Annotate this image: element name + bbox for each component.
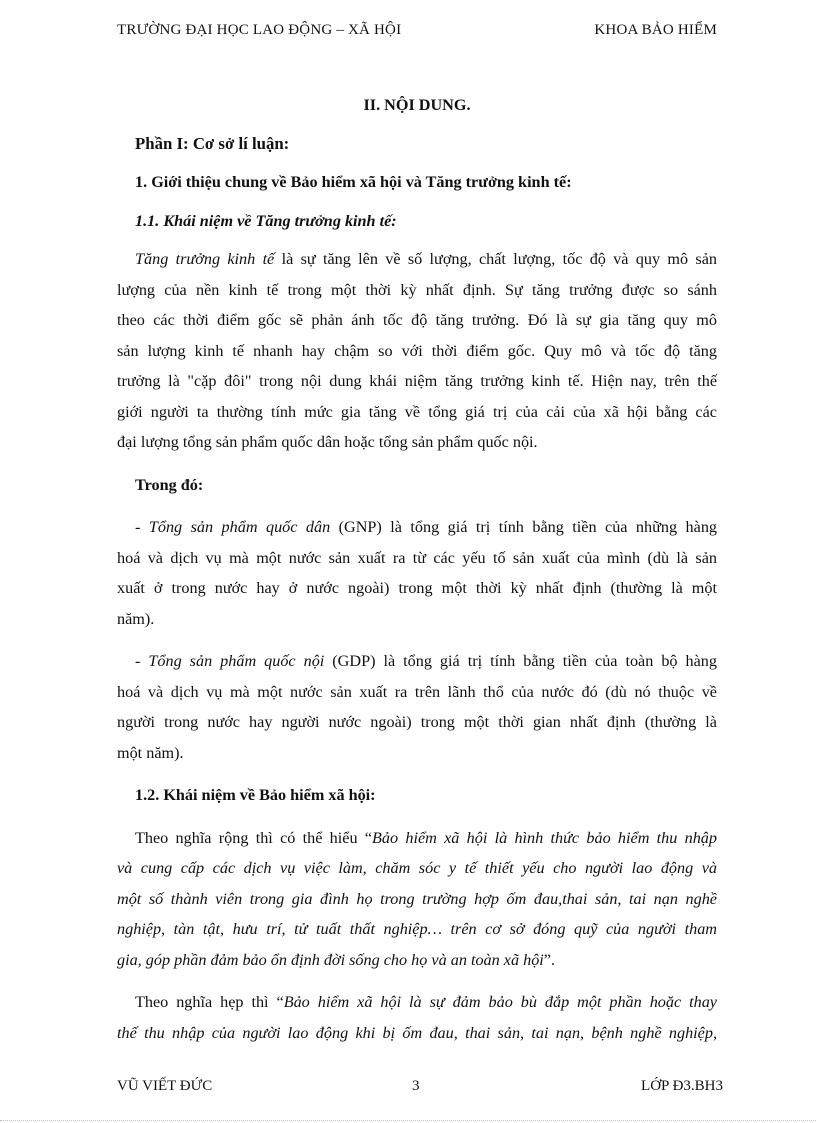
heading-1-2: 1.2. Khái niệm về Bảo hiểm xã hội:: [135, 786, 376, 804]
header-university: TRƯỜNG ĐẠI HỌC LAO ĐỘNG – XÃ HỘI: [117, 22, 402, 38]
trong-do-label: Trong đó:: [135, 475, 204, 494]
section-title: II. NỘI DUNG.: [363, 96, 471, 114]
page-header: [117, 22, 717, 48]
paragraph-narrow-definition: Theo nghĩa hẹp thì “Bảo hiểm xã hội là sự đảm bảo bù đắp một phần hoặc thay thế thu nhập của người lao động khi bị ốm đau, thai sản, tai nạn, bệnh nghề nghiệp,: [117, 993, 717, 1042]
term-gnp: Tổng sản phẩm quốc dân: [148, 518, 331, 536]
bottom-divider: [0, 1120, 816, 1121]
paragraph-gnp: - Tổng sản phẩm quốc dân (GNP) là tổng giá trị tính bằng tiền của những hàng hoá và dịch vụ mà một nước sản xuất ra từ các yếu tố sản xuất của mình (dù là sản xuất ở trong nước hay ở nước ngoài) trong một thời kỳ nhất định (thường là một năm).: [117, 518, 718, 628]
paragraph-growth: Tăng trưởng kinh tế là sự tăng lên về số lượng, chất lượng, tốc độ và quy mô sản lượng của nền kinh tế trong một thời kỳ nhất định. Sự tăng trưởng được so sánh theo các thời điểm gốc sẽ phản ánh tốc độ tăng trưởng. Đó là sự gia tăng quy mô sản lượng kinh tế nhanh hay chậm so với thời điểm gốc. Quy mô và tốc độ tăng trưởng là "cặp đôi" trong nội dung khái niệm tăng trưởng kinh tế. Hiện nay, trên thế giới người ta thường tính mức gia tăng về tổng giá trị của cải của xã hội bằng các đại lượng tổng sản phẩm quốc dân hoặc tổng sản phẩm quốc nội.: [117, 250, 717, 451]
paragraph-gdp: - Tổng sản phẩm quốc nội (GDP) là tổng giá trị tính bằng tiền của toàn bộ hàng hoá và dịch vụ mà một nước sản xuất ra trên lãnh thổ của nước đó (dù nó thuộc về người trong nước hay người nước ngoài) trong một thời gian nhất định (thường là một năm).: [117, 652, 717, 762]
term-gdp: Tổng sản phẩm quốc nội: [148, 652, 325, 670]
page-number: 3: [412, 1078, 420, 1094]
paragraph-broad-definition: Theo nghĩa rộng thì có thể hiểu “Bảo hiểm xã hội là hình thức bảo hiểm thu nhập và cung cấp các dịch vụ việc làm, chăm sóc y tế thiết yếu cho người lao động và một số thành viên trong gia đình họ trong trường hợp ốm đau,thai sản, tai nạn nghề nghiệp, tàn tật, hưu trí, tử tuất thất nghiệp… trên cơ sở đóng quỹ của người tham gia, góp phần đảm bảo ổn định đời sống cho họ và an toàn xã hội”.: [117, 828, 717, 969]
heading-1-1: 1.1. Khái niệm về Tăng trưởng kinh tế:: [135, 211, 397, 230]
heading-1: 1. Giới thiệu chung về Bảo hiểm xã hội và Tăng trưởng kinh tế:: [135, 173, 572, 191]
term-growth: Tăng trưởng kinh tế: [135, 250, 275, 268]
footer-class: LỚP Đ3.BH3: [641, 1078, 723, 1094]
document-body: [117, 90, 717, 1048]
footer-author: VŨ VIẾT ĐỨC: [117, 1078, 213, 1094]
page-footer: [117, 1078, 723, 1104]
header-faculty: KHOA BẢO HIỂM: [594, 22, 717, 38]
part-title: Phần I: Cơ sở lí luận:: [135, 133, 290, 153]
